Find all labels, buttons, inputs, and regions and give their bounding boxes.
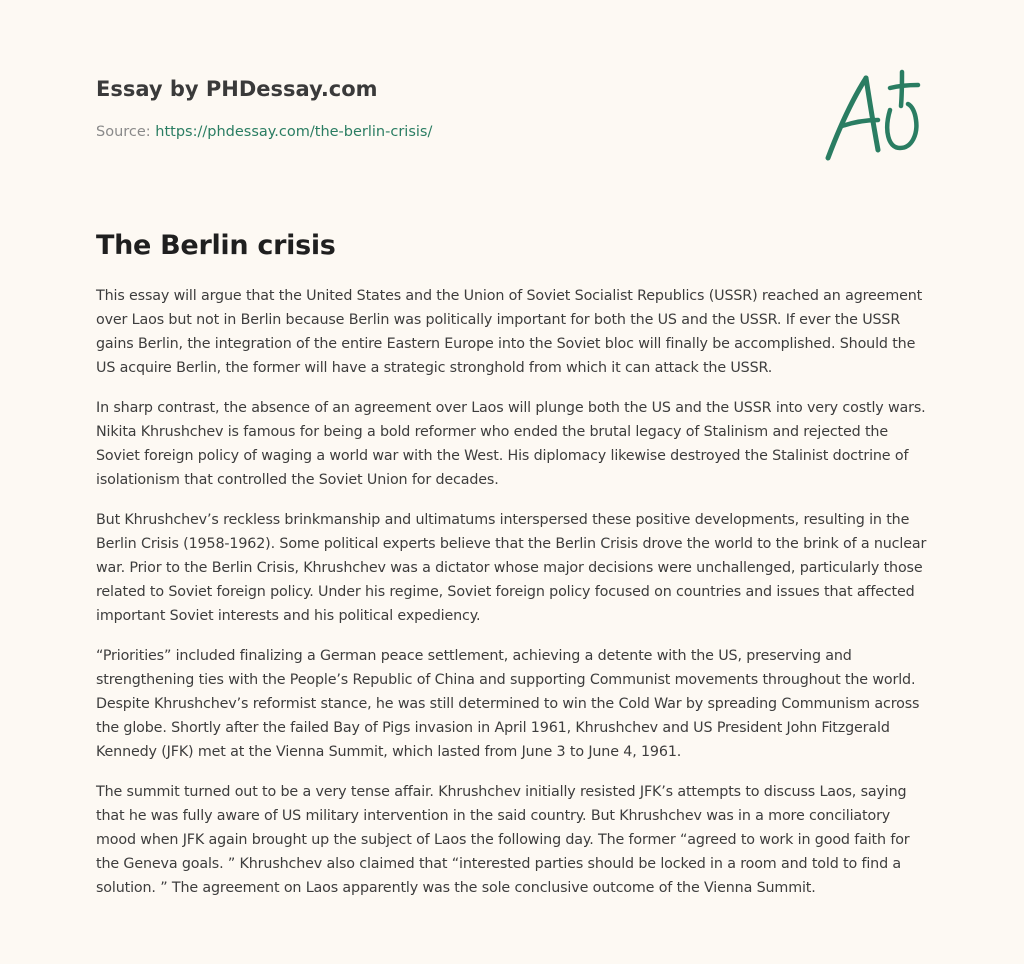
- site-title: Essay by PHDessay.com: [96, 77, 378, 101]
- source-line: [96, 122, 696, 142]
- essay-paragraph: This essay will argue that the United States and the Union of Soviet Socialist Republics (USSR) reached an agreement over Laos but not in Berlin because Berlin was politically important for both the US and the USSR. If ever the USSR gains Berlin, the integration of the entire Eastern Europe into the Soviet bloc will finally be accomplished. Should the US acquire Berlin, the former will have a strategic stronghold from which it can attack the USSR.: [96, 288, 923, 376]
- source-label: Source:: [96, 124, 156, 140]
- source-link[interactable]: https://phdessay.com/the-berlin-crisis/: [155, 124, 433, 140]
- essay-title: The Berlin crisis: [96, 230, 336, 261]
- essay-paragraph: But Khrushchev’s reckless brinkmanship and ultimatums interspersed these positive developments, resulting in the Berlin Crisis (1958-1962). Some political experts believe that the Berlin Crisis drove the world to the brink of a nuclear war. Prior to the Berlin Crisis, Khrushchev was a dictator whose major decisions were unchallenged, particularly those related to Soviet foreign policy. Under his regime, Soviet foreign policy focused on countries and issues that affected important Soviet interests and his political expediency.: [96, 512, 927, 624]
- essay-body: [96, 284, 932, 916]
- site-header: [96, 74, 696, 142]
- essay-paragraph: The summit turned out to be a very tense affair. Khrushchev initially resisted JFK’s attempts to discuss Laos, saying that he was fully aware of US military intervention in the said country. But Khrushchev was in a more conciliatory mood when JFK again brought up the subject of Laos the following day. The former “agreed to work in good faith for the Geneva goals. ” Khrushchev also claimed that “interested parties should be locked in a room and told to find a solution. ” The agreement on Laos apparently was the sole conclusive outcome of the Vienna Summit.: [96, 784, 910, 896]
- a-plus-logo-icon: [818, 64, 930, 170]
- essay-paragraph: In sharp contrast, the absence of an agreement over Laos will plunge both the US and the USSR into very costly wars. Nikita Khrushchev is famous for being a bold reformer who ended the brutal legacy of Stalinism and rejected the Soviet foreign policy of waging a world war with the West. His diplomacy likewise destroyed the Stalinist doctrine of isolationism that controlled the Soviet Union for decades.: [96, 400, 926, 488]
- essay-paragraph: “Priorities” included finalizing a German peace settlement, achieving a detente with the US, preserving and strengthening ties with the People’s Republic of China and supporting Communist movements throughout the world. Despite Khrushchev’s reformist stance, he was still determined to win the Cold War by spreading Communism across the globe. Shortly after the failed Bay of Pigs invasion in April 1961, Khrushchev and US President John Fitzgerald Kennedy (JFK) met at the Vienna Summit, which lasted from June 3 to June 4, 1961.: [96, 648, 920, 760]
